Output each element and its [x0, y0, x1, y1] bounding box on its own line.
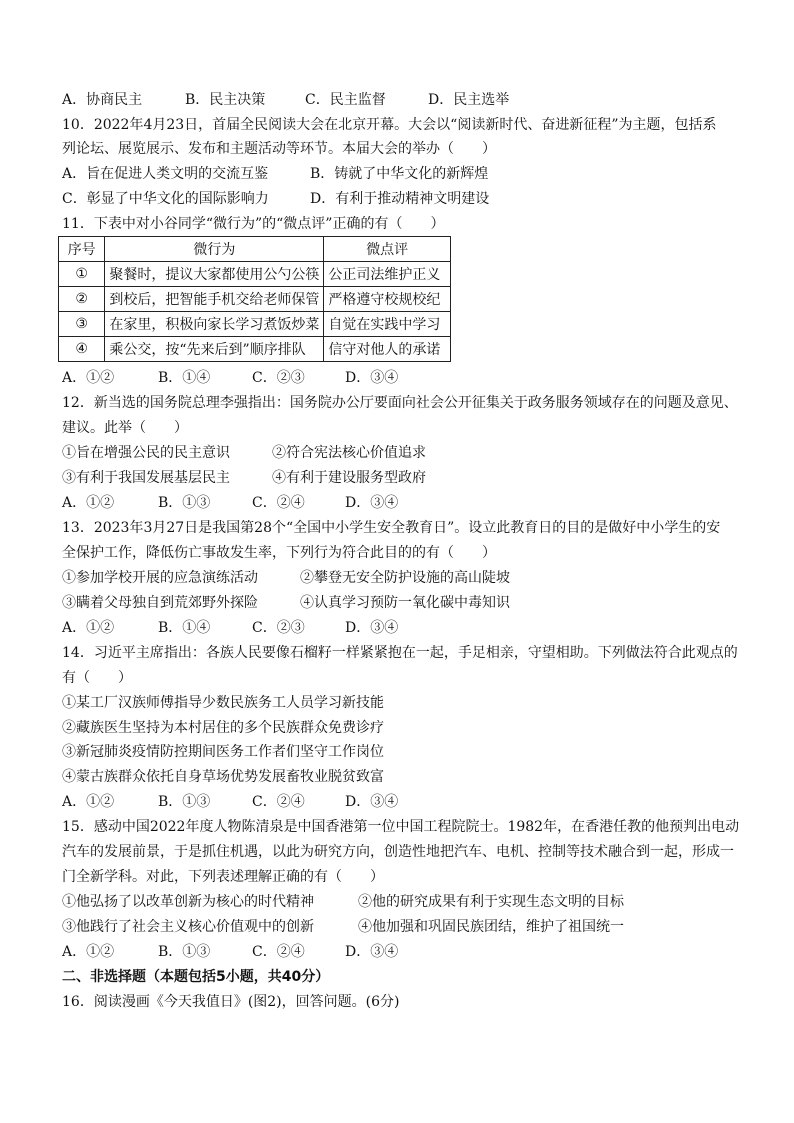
q11-option-b: B．①④	[158, 370, 211, 386]
table-header-cell: 序号	[59, 237, 105, 262]
q10-option-b: B．铸就了中华文化的新辉煌	[310, 166, 489, 182]
q11-table	[58, 236, 451, 362]
q10-option-c: C．彰显了中华文化的国际影响力	[62, 191, 269, 207]
q12-option-b: B．①③	[158, 495, 211, 511]
q14-item-4: ④蒙古族群众依托自身草场优势发展畜牧业脱贫致富	[62, 769, 384, 785]
q14-option-a: A．①②	[62, 794, 115, 810]
q15-item-4: ④他加强和巩固民族团结，维护了祖国统一	[358, 919, 624, 935]
q12-item-4: ④有利于建设服务型政府	[272, 470, 426, 486]
q12-stem-line-2: 建议。此举（ ）	[62, 420, 188, 436]
q11-option-d: D．③④	[345, 370, 399, 386]
q14-stem-line-1: 14．习近平主席指出：各族人民要像石榴籽一样紧紧抱在一起，手足相亲，守望相助。下列做法符合此观点的	[62, 645, 738, 661]
q15-option-b: B．①③	[158, 944, 211, 960]
table-cell: ③	[59, 312, 105, 337]
q10-option-a: A．旨在促进人类文明的交流互鉴	[62, 166, 269, 182]
table-header-cell: 微行为	[105, 237, 324, 262]
q10-stem-line-1: 10．2022年4月23日，首届全民阅读大会在北京开幕。大会以“阅读新时代、奋进新征程”为主题，包括系	[62, 117, 717, 133]
q15-stem-line-3: 门全新学科。对此，下列表述理解正确的有（ ）	[62, 869, 384, 885]
section-2-heading: 二、非选择题（本题包括5小题，共40分）	[62, 969, 330, 985]
q12-option-d: D．③④	[345, 495, 399, 511]
table-row	[59, 262, 451, 287]
q13-option-d: D．③④	[345, 620, 399, 636]
table-cell: 严格遵守校规校纪	[324, 287, 451, 312]
table-cell: ④	[59, 337, 105, 362]
q15-option-c: C．②④	[252, 944, 305, 960]
q15-option-a: A．①②	[62, 944, 115, 960]
q13-item-1: ①参加学校开展的应急演练活动	[62, 570, 258, 586]
q11-stem: 11．下表中对小谷同学“微行为”的“微点评”正确的有（ ）	[62, 216, 445, 232]
q14-option-c: C．②④	[252, 794, 305, 810]
table-header-cell: 微点评	[324, 237, 451, 262]
q13-stem-line-2: 全保护工作，降低伤亡事故发生率，下列行为符合此目的的有（ ）	[62, 545, 496, 561]
q13-item-2: ②攀登无安全防护设施的高山陡坡	[300, 570, 510, 586]
q11-option-c: C．②③	[252, 370, 305, 386]
q12-stem-line-1: 12．新当选的国务院总理李强指出：国务院办公厅要面向社会公开征集关于政务服务领域存在的问题及意见、	[62, 395, 738, 411]
q13-option-c: C．②③	[252, 620, 305, 636]
q12-item-1: ①旨在增强公民的民主意识	[62, 445, 230, 461]
q14-stem-line-2: 有（ ）	[62, 670, 132, 686]
q15-item-1: ①他弘扬了以改革创新为核心的时代精神	[62, 894, 314, 910]
table-cell: 在家里，积极向家长学习煮饭炒菜	[105, 312, 324, 337]
q14-item-2: ②藏族医生坚持为本村居住的多个民族群众免费诊疗	[62, 720, 384, 736]
q11-option-a: A．①②	[62, 370, 115, 386]
q14-item-1: ①某工厂汉族师傅指导少数民族务工人员学习新技能	[62, 695, 384, 711]
q9-option-a: A．协商民主	[62, 92, 143, 108]
q9-option-d: D．民主选举	[428, 92, 510, 108]
q15-stem-line-2: 汽车的发展前景，于是抓住机遇，以此为研究方向，创造性地把汽车、电机、控制等技术融合到一起，形成一	[62, 844, 734, 860]
table-row	[59, 312, 451, 337]
q14-option-b: B．①③	[158, 794, 211, 810]
table-cell: 信守对他人的承诺	[324, 337, 451, 362]
q9-option-b: B．民主决策	[185, 92, 266, 108]
table-cell: 到校后，把智能手机交给老师保管	[105, 287, 324, 312]
table-cell: 自觉在实践中学习	[324, 312, 451, 337]
q13-item-4: ④认真学习预防一氧化碳中毒知识	[300, 595, 510, 611]
q16-stem: 16．阅读漫画《今天我值日》(图2)，回答问题。(6分)	[62, 994, 400, 1010]
q13-option-a: A．①②	[62, 620, 115, 636]
table-cell: 聚餐时，提议大家都使用公勺公筷	[105, 262, 324, 287]
table-cell: 公正司法维护正义	[324, 262, 451, 287]
q12-option-a: A．①②	[62, 495, 115, 511]
table-row	[59, 287, 451, 312]
q15-stem-line-1: 15．感动中国2022年度人物陈清泉是中国香港第一位中国工程院院士。1982年，在香港任教的他预判出电动	[62, 819, 740, 835]
q14-item-3: ③新冠肺炎疫情防控期间医务工作者们坚守工作岗位	[62, 744, 384, 760]
table-row	[59, 337, 451, 362]
q12-option-c: C．②④	[252, 495, 305, 511]
table-header-row	[59, 237, 451, 262]
q13-stem-line-1: 13．2023年3月27日是我国第28个“全国中小学生安全教育日”。设立此教育日的目的是做好中小学生的安	[62, 520, 721, 536]
q12-item-3: ③有利于我国发展基层民主	[62, 470, 230, 486]
q15-item-3: ③他践行了社会主义核心价值观中的创新	[62, 919, 314, 935]
q13-item-3: ③瞒着父母独自到荒郊野外探险	[62, 595, 258, 611]
table-cell: ①	[59, 262, 105, 287]
q14-option-d: D．③④	[345, 794, 399, 810]
table-cell: 乘公交，按“先来后到”顺序排队	[105, 337, 324, 362]
q9-option-c: C．民主监督	[305, 92, 386, 108]
q13-option-b: B．①④	[158, 620, 211, 636]
q10-stem-line-2: 列论坛、展览展示、发布和主题活动等环节。本届大会的举办（ ）	[62, 141, 496, 157]
table-cell: ②	[59, 287, 105, 312]
q15-option-d: D．③④	[345, 944, 399, 960]
q15-item-2: ②他的研究成果有利于实现生态文明的目标	[358, 894, 624, 910]
q10-option-d: D．有利于推动精神文明建设	[310, 191, 490, 207]
q12-item-2: ②符合宪法核心价值追求	[272, 445, 426, 461]
